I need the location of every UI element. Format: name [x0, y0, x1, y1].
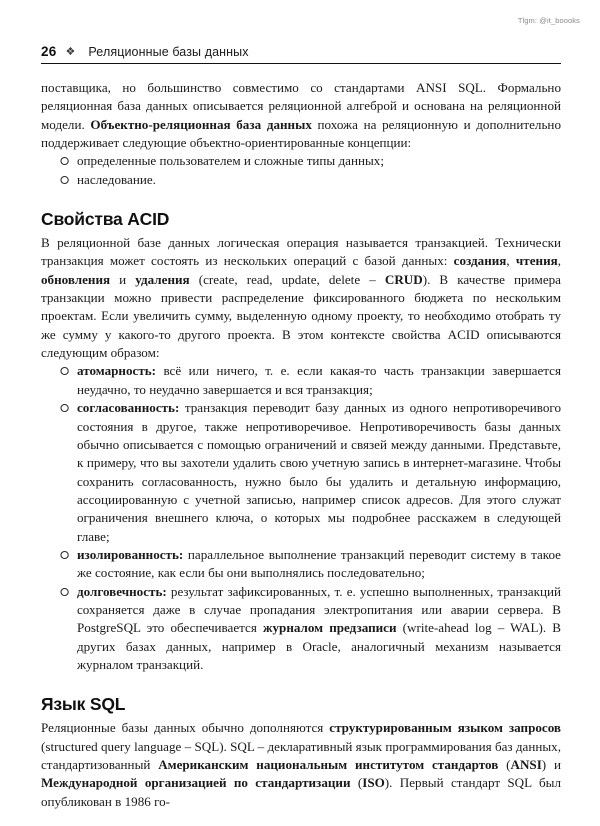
spacer [41, 189, 561, 208]
telegram-watermark: Tlgm: @it_boooks [517, 16, 580, 25]
chapter-title: Реляционные базы данных [88, 45, 249, 59]
list-item [41, 546, 561, 583]
bullet-circle-icon: ⭘ [60, 172, 70, 187]
acid-paragraph: В реляционной базе данных логическая операция называется транзакцией. Технически транзакция может состоять из нескольких операций с базой данных: создания, чтения, обновления и удаления (create, read, update, delete – CRUD). В качестве примера транзакции можно привести распределение фиксированного бюджета по нескольким проектам. Если увеличить сумму, выделенную одному проекту, то необходимо отобрать ту же сумму у какого-то другого проекта. В этом контексте свойства ACID описываются следующим образом: [41, 235, 562, 361]
bullet-circle-icon: ⭘ [60, 154, 70, 169]
sql-paragraph: Реляционные базы данных обычно дополняются структурированным языком запросов (structured query language – SQL). SQL – декларативный язык программирования баз данных, стандартизованный Американским национальным институтом стандартов (ANSI) и Международной организацией по стандартизации (ISO). Первый стандарт SQL был опубликован в 1986 го- [41, 720, 562, 809]
list-item-text: атомарность: всё или ничего, т. е. если какая-то часть транзакции завершается неудачно, то неудачно завершается и вся транзакция; [77, 363, 561, 397]
list-item-text: определенные пользователем и сложные типы данных; [77, 153, 384, 169]
page-content [41, 79, 561, 811]
list-item-text: согласованность: транзакция переводит базу данных из одного непротиворечивого состояния в другое, также непротиворечивое. Непротиворечивость базы данных обычно описывается с помощью ограничений и связей между данными. Представьте, к примеру, что вы захотели удалить свою учетную запись в интернет-магазине. Чтобы сохранить согласованность, нужно было бы удалить и детальную информацию, ассоциированную с учетной записью, например список адресов. Для этого служат ограничения внешнего ключа, о которых мы подробнее расскажем в следующей главе; [77, 400, 561, 544]
bullet-circle-icon: ⭘ [60, 584, 70, 599]
header-rule-divider [41, 63, 561, 64]
spacer [41, 674, 561, 693]
list-item-text: изолированность: параллельное выполнение транзакций переводит систему в такое же состояние, как если бы они выполнялись последовательно; [77, 546, 561, 581]
list-item-text: долговечность: результат зафиксированных, т. е. успешно выполненных, транзакций сохраняется даже в случае пропадания электропитания или аварии сервера. В PostgreSQL это обеспечивается журналом предзаписи (write-ahead log – WAL). В других базах данных, например в Oracle, аналогичный механизм называется журналом транзакций. [77, 583, 561, 672]
list-item [41, 399, 561, 546]
list-item [41, 171, 561, 189]
bullet-circle-icon: ⭘ [60, 401, 70, 416]
section-heading-sql: Язык SQL [41, 694, 126, 715]
section-heading-acid: Свойства ACID [41, 209, 170, 230]
oo-concepts-list [41, 152, 561, 189]
page-number: 26 [41, 44, 57, 59]
list-item-text: наследование. [77, 171, 156, 187]
running-head [41, 44, 561, 64]
acid-properties-list [41, 362, 561, 674]
list-item [41, 362, 561, 399]
intro-paragraph: поставщика, но большинство совместимо со стандартами ANSI SQL. Формально реляционная база данных описывается реляционной алгеброй и основана на реляционной модели. Объектно-реляционная база данных похожа на реляционную и дополнительно поддерживает следующие объектно-ориентированные концепции: [41, 80, 561, 151]
diamond-ornament-icon: ❖ [65, 46, 76, 58]
list-item [41, 583, 561, 675]
list-item [41, 152, 561, 170]
bullet-circle-icon: ⭘ [60, 547, 70, 562]
running-head-row [41, 44, 561, 63]
bullet-circle-icon: ⭘ [60, 364, 70, 379]
